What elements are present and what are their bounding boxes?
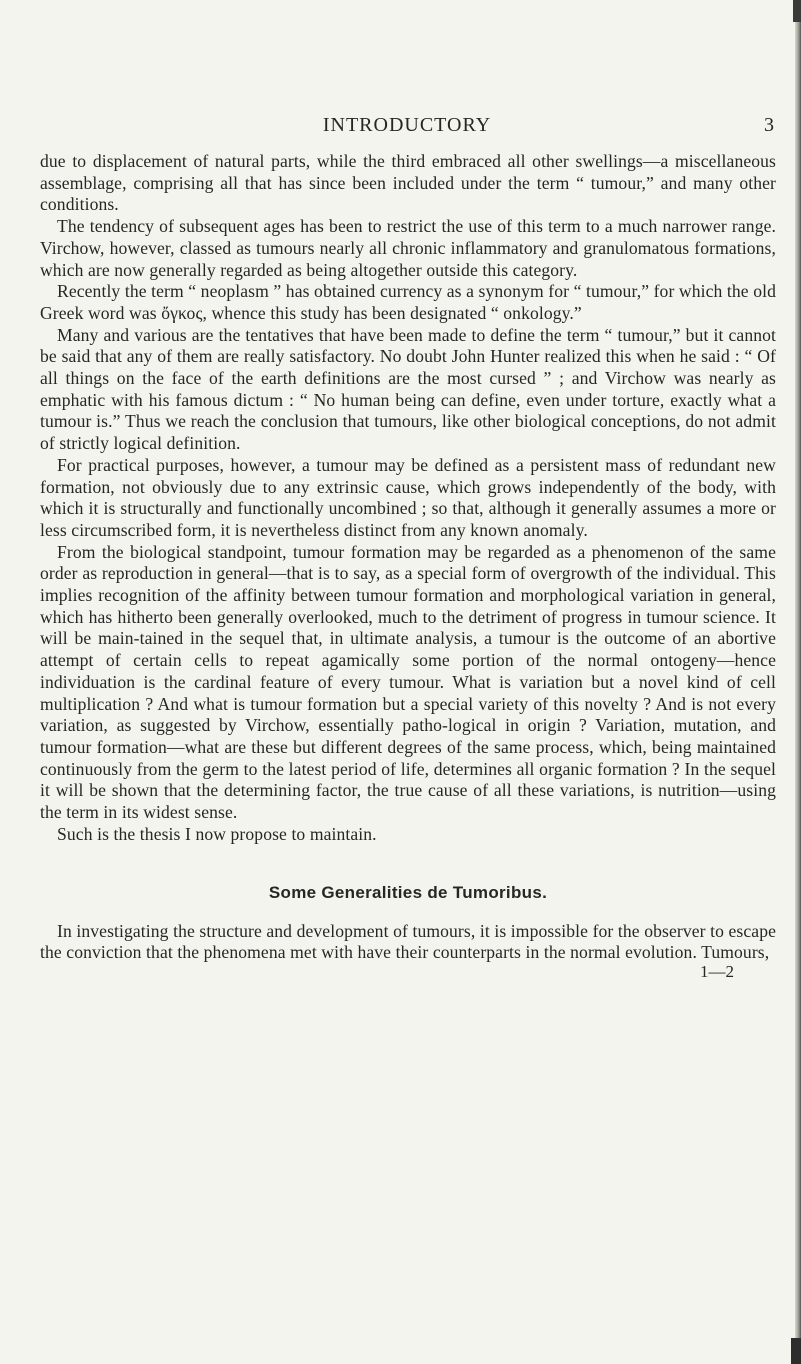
paragraph-3: Recently the term “ neoplasm ” has obtained currency as a synonym for “ tumour,” for which the old Greek word was ὄγκος, whence this study has been designated “ onkology.” (40, 281, 776, 323)
running-head: INTRODUCTORY (322, 114, 492, 136)
paragraph-1: due to displacement of natural parts, while the third embraced all other swellings—a miscellaneous assemblage, comprising all that has since been included under the term “ tumour,” and many other conditions. (40, 151, 776, 215)
scan-edge-mark-top (793, 0, 801, 22)
signature-mark: 1—2 (700, 961, 734, 981)
section-paragraph: In investigating the structure and development of tumours, it is impossible for the observer to escape the conviction that the phenomena met with have their counterparts in the normal evolution. Tumours, (40, 920, 776, 963)
page-number: 3 (764, 114, 774, 136)
body-text (40, 151, 776, 982)
paragraph-5: For practical purposes, however, a tumour may be defined as a persistent mass of redundant new formation, not obviously due to any extrinsic cause, which grows independently of the body, with which it is structurally and functionally uncombined ; so that, although it generally assumes a more or less circumscribed form, it is nevertheless distinct from any known anomaly. (40, 454, 776, 540)
paragraph-2: The tendency of subsequent ages has been to restrict the use of this term to a much narrower range. Virchow, however, classed as tumours nearly all chronic inflammatory and granulomatous formations, which are now generally regarded as being altogether outside this category. (40, 216, 776, 280)
section-heading: Some Generalities de Tumoribus. (268, 882, 548, 902)
page-edge-shadow (795, 0, 801, 1364)
scan-edge-mark-bottom (791, 1338, 801, 1364)
paragraph-6: From the biological standpoint, tumour formation may be regarded as a phenomenon of the same order as reproduction in general—that is to say, as a special form of overgrowth of the individual. This implies recognition of the affinity between tumour formation and morphological variation in general, which has hitherto been generally overlooked, much to the detriment of progress in tumour science. It will be main-tained in the sequel that, in ultimate analysis, a tumour is the outcome of an abortive attempt of certain cells to repeat agamically some portion of the normal ontogeny—hence individuation is the cardinal feature of every tumour. What is variation but a novel kind of cell multiplication ? And what is tumour formation but a special variety of this novelty ? And is not every variation, as suggested by Virchow, essentially patho-logical in origin ? Variation, mutation, and tumour formation—what are these but different degrees of the same process, which, being maintained continuously from the germ to the latest period of life, determines all organic formation ? In the sequel it will be shown that the determining factor, the true cause of all these variations, is nutrition—using the term in its widest sense. (40, 541, 776, 823)
page-header (40, 114, 774, 138)
paragraph-4: Many and various are the tentatives that have been made to define the term “ tumour,” but it cannot be said that any of them are really satisfactory. No doubt John Hunter realized this when he said : “ Of all things on the face of the earth definitions are the most cursed ” ; and Virchow was nearly as emphatic with his famous dictum : “ No human being can define, even under torture, exactly what a tumour is.” Thus we reach the conclusion that tumours, like other biological conceptions, do not admit of strictly logical definition. (40, 324, 776, 454)
paragraph-7: Such is the thesis I now propose to maintain. (57, 823, 377, 844)
